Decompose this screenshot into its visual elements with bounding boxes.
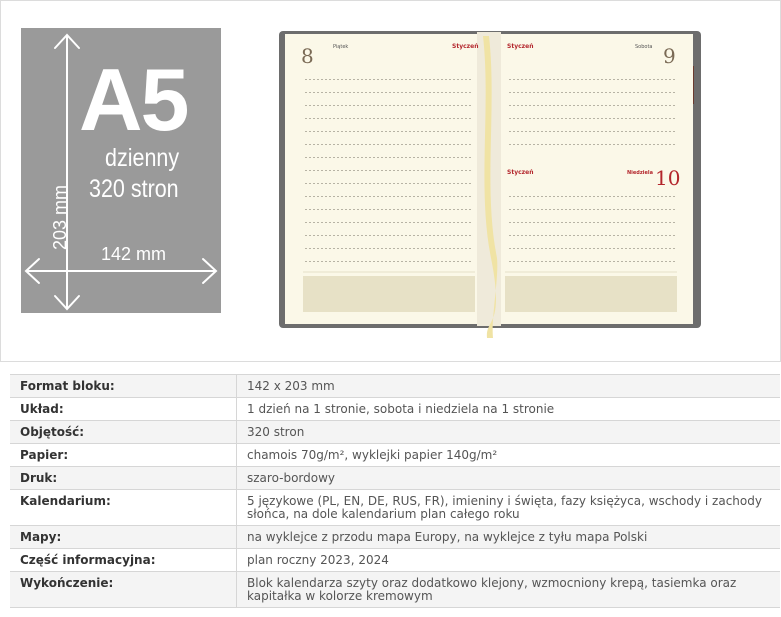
right-lower-day-number: 10 (655, 166, 681, 190)
spec-value: 142 x 203 mm (237, 375, 781, 398)
spec-value: plan roczny 2023, 2024 (237, 549, 781, 572)
right-lower-weekday: Niedziela (627, 170, 653, 176)
right-month: Styczeń (507, 43, 534, 50)
spec-label: Kalendarium: (10, 490, 237, 526)
spec-value: Blok kalendarza szyty oraz dodatkowo klejony, wzmocniony krepą, tasiemka oraz kapitałka w kolorze kremowym (237, 572, 781, 608)
table-row (10, 421, 780, 444)
spec-value: 320 stron (237, 421, 781, 444)
spec-label: Wykończenie: (10, 572, 237, 608)
right-lower-month: Styczeń (507, 169, 534, 176)
planner-preview-image (277, 28, 707, 340)
spec-value: chamois 70g/m², wyklejki papier 140g/m² (237, 444, 781, 467)
left-day-number: 8 (301, 44, 314, 68)
spec-label: Druk: (10, 467, 237, 490)
spec-label: Część informacyjna: (10, 549, 237, 572)
height-dimension-label: 203 mm (50, 184, 70, 250)
table-row (10, 549, 780, 572)
table-row (10, 490, 780, 526)
width-dimension-label: 142 mm (101, 244, 167, 264)
specification-table (10, 374, 780, 608)
format-label: A5 (79, 50, 188, 149)
table-row (10, 444, 780, 467)
right-weekday: Sobota (635, 44, 653, 50)
spec-value: na wyklejce z przodu mapa Europy, na wyklejce z tyłu mapa Polski (237, 526, 781, 549)
table-row (10, 375, 780, 398)
left-weekday: Piątek (333, 44, 349, 50)
spec-label: Objętość: (10, 421, 237, 444)
spec-label: Format bloku: (10, 375, 237, 398)
spec-value: szaro-bordowy (237, 467, 781, 490)
left-month: Styczeń (452, 43, 479, 50)
format-size-box (21, 28, 221, 313)
page-count-label: 320 stron (89, 175, 179, 203)
table-row (10, 398, 780, 421)
table-row (10, 526, 780, 549)
spec-value: 1 dzień na 1 stronie, sobota i niedziela na 1 stronie (237, 398, 781, 421)
spec-label: Układ: (10, 398, 237, 421)
planner-type-label: dzienny (105, 144, 180, 172)
table-row (10, 572, 780, 608)
spec-value: 5 językowe (PL, EN, DE, RUS, FR), imieniny i święta, fazy księżyca, wschody i zachody słońca, na dole kalendarium plan całego roku (237, 490, 781, 526)
spec-label: Papier: (10, 444, 237, 467)
spec-label: Mapy: (10, 526, 237, 549)
right-day-number: 9 (663, 44, 676, 68)
table-row (10, 467, 780, 490)
